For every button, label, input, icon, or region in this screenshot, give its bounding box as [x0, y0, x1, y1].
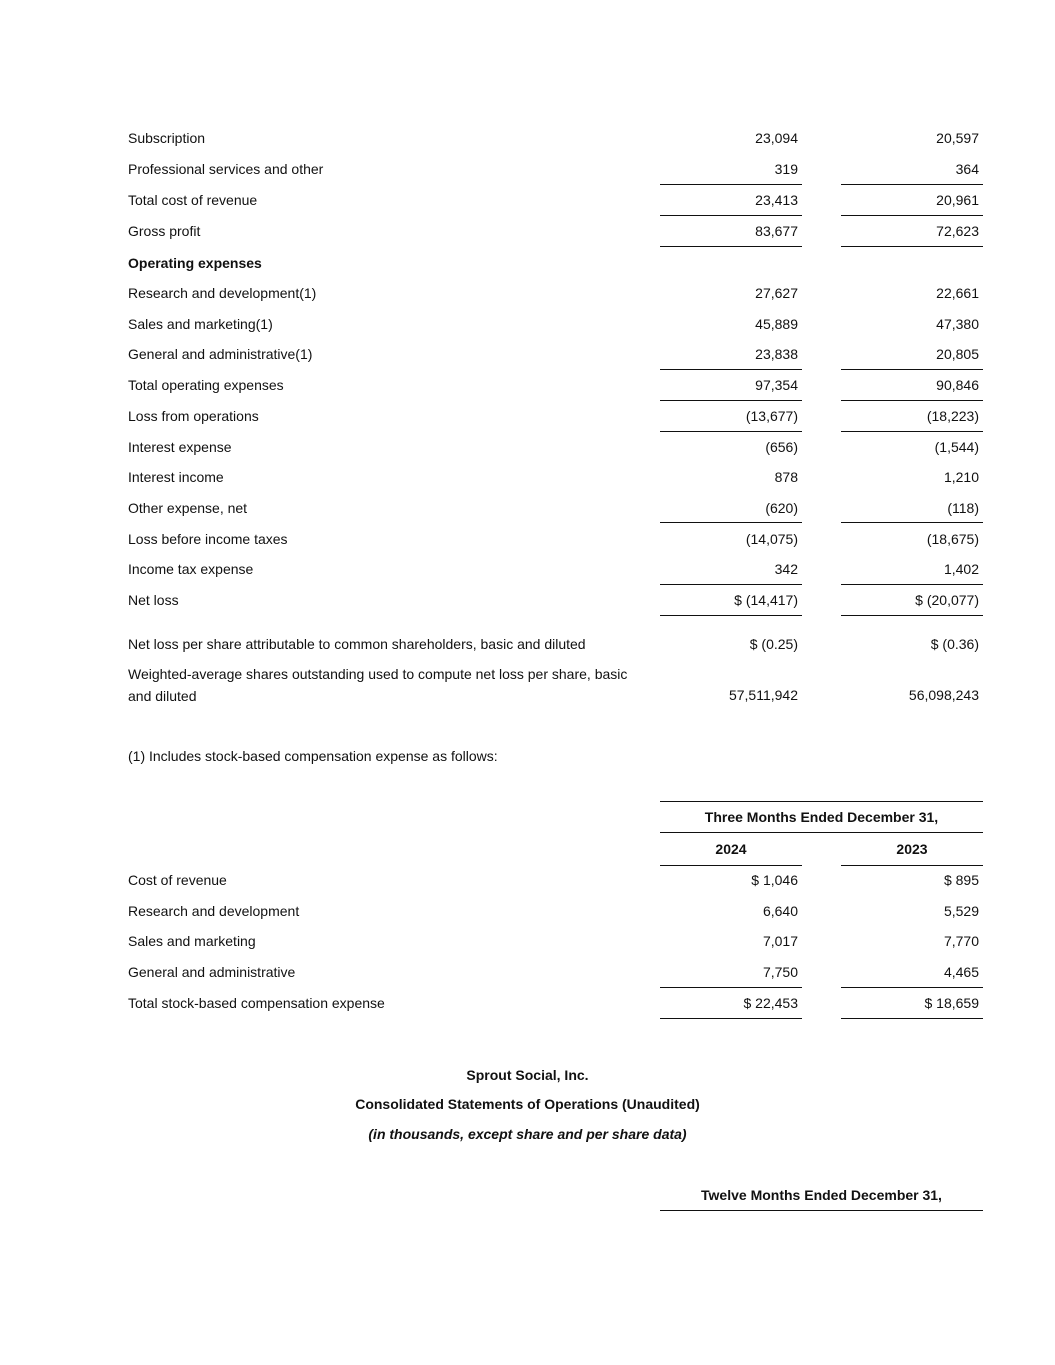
table-row — [0, 130, 1055, 150]
value-2023: 4,465 — [943, 964, 979, 980]
row-label: Total stock-based compensation expense — [128, 995, 385, 1011]
table-row — [0, 964, 1055, 984]
value-2023: 364 — [955, 161, 979, 177]
row-label: Other expense, net — [128, 500, 248, 516]
value-2024: 27,627 — [755, 285, 798, 301]
net-loss-row — [0, 592, 1055, 612]
underline-rule — [841, 584, 983, 585]
value-2024: 23,094 — [755, 130, 798, 146]
table-row — [0, 903, 1055, 923]
value-2024: 97,354 — [755, 377, 798, 393]
value-2024: (620) — [765, 500, 798, 516]
row-label: Professional services and other — [128, 161, 324, 177]
underline-rule — [660, 215, 802, 216]
value-2024: 57,511,942 — [728, 687, 798, 703]
table-row — [0, 561, 1055, 581]
year-header-2024: 2024 — [715, 841, 747, 857]
row-label: Total operating expenses — [128, 377, 284, 393]
value-2024: (656) — [765, 439, 798, 455]
row-label: Interest income — [128, 469, 224, 485]
value-2023: $ (0.36) — [930, 636, 979, 652]
underline-rule — [660, 184, 802, 185]
value-2023: (18,675) — [926, 531, 979, 547]
table-row — [0, 223, 1055, 243]
row-label: Income tax expense — [128, 561, 254, 577]
table-row — [0, 316, 1055, 336]
value-2023: 7,770 — [943, 933, 979, 949]
row-label: Net loss — [128, 592, 179, 608]
value-2024: 83,677 — [755, 223, 798, 239]
underline-rule — [660, 987, 802, 988]
row-label: Subscription — [128, 130, 206, 146]
table-row — [0, 285, 1055, 305]
value-2024: 7,750 — [762, 964, 798, 980]
value-2023: (18,223) — [926, 408, 979, 424]
value-2024: 45,889 — [755, 316, 798, 332]
underline-rule — [841, 987, 983, 988]
underline-rule — [660, 400, 802, 401]
value-2023: 56,098,243 — [908, 687, 979, 703]
table-row — [0, 346, 1055, 366]
value-2024: $ (0.25) — [749, 636, 798, 652]
value-2024: $ 1,046 — [751, 872, 798, 888]
section-heading-row — [0, 255, 1055, 275]
value-2024: 6,640 — [762, 903, 798, 919]
value-2024: 878 — [774, 469, 798, 485]
row-label: General and administrative — [128, 964, 296, 980]
row-label: Total cost of revenue — [128, 192, 258, 208]
value-2023: $ 18,659 — [924, 995, 979, 1011]
value-2023: 1,402 — [943, 561, 979, 577]
table-row — [0, 872, 1055, 892]
row-label: Interest expense — [128, 439, 232, 455]
underline-rule — [841, 522, 983, 523]
value-2024: 319 — [774, 161, 798, 177]
section-heading: Operating expenses — [128, 255, 262, 271]
underline-rule — [841, 369, 983, 370]
value-2023: (118) — [947, 500, 979, 516]
value-2023: 20,961 — [936, 192, 979, 208]
header-rule — [841, 865, 983, 866]
row-label: Loss before income taxes — [128, 531, 288, 547]
value-2024: (13,677) — [745, 408, 798, 424]
row-label: Weighted-average shares outstanding used to compute net loss per share, basic and diluted — [128, 666, 628, 704]
table-row — [0, 933, 1055, 953]
value-2023: 47,380 — [936, 316, 979, 332]
per-share-row — [0, 636, 1055, 656]
underline-rule — [841, 615, 983, 616]
row-label: Loss from operations — [128, 408, 259, 424]
value-2023: (1,544) — [934, 439, 979, 455]
table-row — [0, 439, 1055, 459]
value-2024: 23,838 — [755, 346, 798, 362]
underline-rule — [660, 584, 802, 585]
company-name: Sprout Social, Inc. — [466, 1067, 589, 1083]
value-2023: 20,597 — [936, 130, 979, 146]
value-2023: 5,529 — [943, 903, 979, 919]
year-header-2023: 2023 — [896, 841, 928, 857]
table-row — [0, 161, 1055, 181]
value-2023: 20,805 — [936, 346, 979, 362]
value-2023: 22,661 — [936, 285, 979, 301]
row-label: Sales and marketing — [128, 933, 256, 949]
row-label: Gross profit — [128, 223, 201, 239]
table-row — [0, 408, 1055, 428]
underline-rule — [660, 1018, 802, 1019]
row-label: Net loss per share attributable to common shareholders, basic and diluted — [128, 636, 586, 652]
underline-rule — [660, 369, 802, 370]
row-label: Cost of revenue — [128, 872, 227, 888]
value-2023: 90,846 — [936, 377, 979, 393]
header-rule — [660, 801, 983, 802]
table-row — [0, 531, 1055, 551]
header-rule — [660, 1210, 983, 1211]
period-header: Twelve Months Ended December 31, — [701, 1187, 942, 1203]
underline-rule — [660, 522, 802, 523]
underline-rule — [660, 246, 802, 247]
value-2023: $ (20,077) — [915, 592, 979, 608]
header-rule — [660, 865, 802, 866]
value-2024: $ (14,417) — [734, 592, 798, 608]
total-row — [0, 995, 1055, 1015]
period-header: Three Months Ended December 31, — [704, 809, 939, 825]
statement-subtitle: (in thousands, except share and per share data) — [368, 1126, 687, 1142]
value-2023: 72,623 — [936, 223, 979, 239]
underline-rule — [841, 431, 983, 432]
header-rule — [660, 832, 983, 833]
value-2023: $ 895 — [943, 872, 979, 888]
value-2024: $ 22,453 — [743, 995, 798, 1011]
underline-rule — [841, 246, 983, 247]
row-label: Sales and marketing(1) — [128, 316, 273, 332]
underline-rule — [660, 615, 802, 616]
underline-rule — [660, 431, 802, 432]
value-2023: 1,210 — [943, 469, 979, 485]
row-label: Research and development — [128, 903, 300, 919]
table-row — [0, 192, 1055, 212]
row-label: General and administrative(1) — [128, 346, 313, 362]
table-row — [0, 377, 1055, 397]
underline-rule — [841, 400, 983, 401]
footnote-text: (1) Includes stock-based compensation expense as follows: — [128, 748, 498, 764]
underline-rule — [841, 1018, 983, 1019]
value-2024: 342 — [774, 561, 798, 577]
underline-rule — [841, 184, 983, 185]
table-row — [0, 469, 1055, 489]
table-row — [0, 500, 1055, 520]
value-2024: 7,017 — [762, 933, 798, 949]
row-label: Research and development(1) — [128, 285, 317, 301]
statement-title: Consolidated Statements of Operations (Unaudited) — [355, 1096, 700, 1112]
value-2024: (14,075) — [745, 531, 798, 547]
underline-rule — [841, 215, 983, 216]
footnote — [0, 748, 1055, 768]
value-2024: 23,413 — [755, 192, 798, 208]
